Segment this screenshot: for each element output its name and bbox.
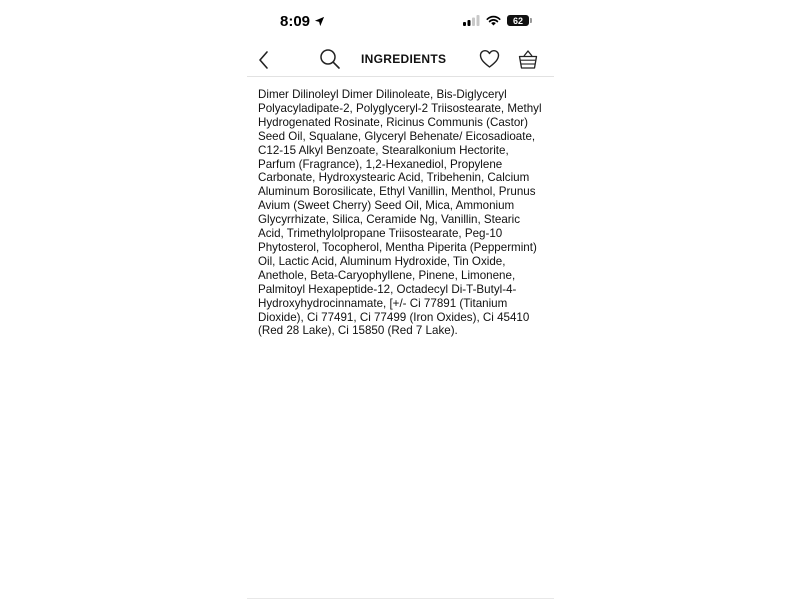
page-title: INGREDIENTS xyxy=(361,52,447,66)
wifi-icon xyxy=(486,15,501,26)
status-bar xyxy=(247,0,554,44)
status-indicators xyxy=(463,15,529,26)
status-time xyxy=(280,13,325,30)
battery-level: 62 xyxy=(512,15,523,26)
basket-icon[interactable] xyxy=(518,48,538,70)
battery-icon xyxy=(507,15,529,26)
search-icon[interactable] xyxy=(319,48,341,70)
status-time-label: 8:09 xyxy=(280,13,311,30)
heart-icon[interactable] xyxy=(479,49,500,69)
nav-divider xyxy=(247,76,554,77)
nav-bar xyxy=(247,44,554,76)
bottom-divider xyxy=(247,598,554,599)
phone-screen xyxy=(247,0,554,600)
location-arrow-icon xyxy=(314,16,325,27)
cellular-signal-icon xyxy=(463,15,480,26)
ingredients-list-text: Dimer Dilinoleyl Dimer Dilinoleate, Bis-Diglyceryl Polyacyladipate-2, Polyglyceryl-2 Triisostearate, Methyl Hydrogenated Rosinate, Ricinus Communis (Castor) Seed Oil, Squalane, Glyceryl Behenate/ Eicosadioate, C12-15 Alkyl Benzoate, Stearalkonium Hectorite, Parfum (Fragrance), 1,2-Hexanediol, Propylene Carbonate, Hydroxystearic Acid, Tribehenin, Calcium Aluminum Borosilicate, Ethyl Vanillin, Menthol, Prunus Avium (Sweet Cherry) Seed Oil, Mica, Ammonium Glycyrrhizate, Silica, Ceramide Ng, Vanillin, Stearic Acid, Trimethylolpropane Triisostearate, Peg-10 Phytosterol, Tocopherol, Mentha Piperita (Peppermint) Oil, Lactic Acid, Aluminum Hydroxide, Tin Oxide, Anethole, Beta-Caryophyllene, Pinene, Limonene, Palmitoyl Hexapeptide-12, Octadecyl Di-T-Butyl-4-Hydroxyhydrocinnamate, [+/- Ci 77891 (Titanium Dioxide), Ci 77491, Ci 77499 (Iron Oxides), Ci 45410 (Red 28 Lake), Ci 15850 (Red 7 Lake). xyxy=(258,88,542,338)
back-icon[interactable] xyxy=(257,50,271,70)
